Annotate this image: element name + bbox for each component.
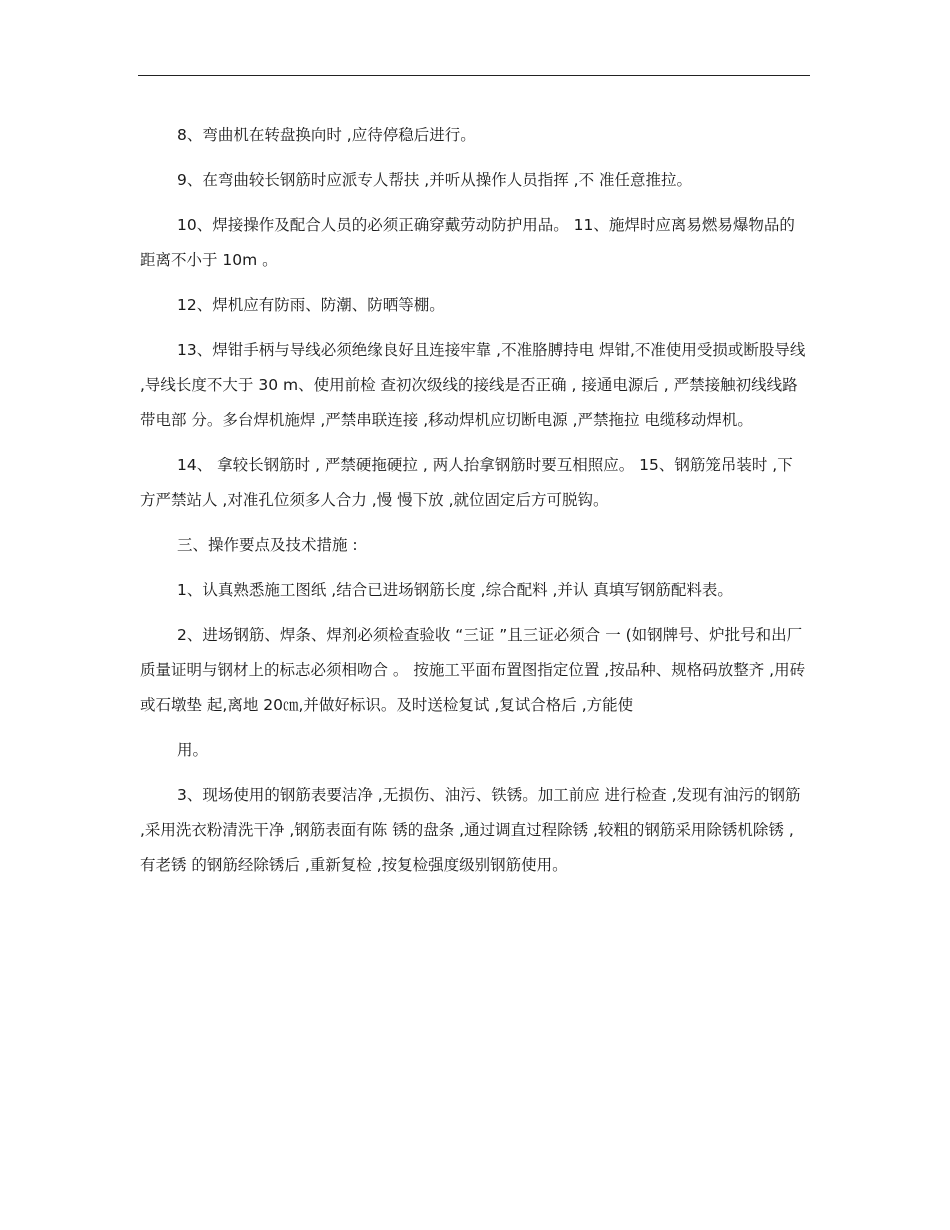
paragraph-step-1: 1、认真熟悉施工图纸 ,结合已进场钢筋长度 ,综合配料 ,并认 真填写钢筋配料表。 [177, 581, 733, 599]
paragraph-item-13: 13、焊钳手柄与导线必须绝缘良好且连接牢靠 ,不准胳膊持电 焊钳,不准使用受损或断股导线 ,导线长度不大于 30 m、使用前检 查初次级线的接线是否正确 , 接通电源后 , 严禁接触初线线路带电部 分。多台焊机施焊 ,严禁串联连接 ,移动焊机应切断电源 ,严禁拖拉 电缆移动焊机。 [140, 341, 806, 429]
paragraph-continuation: 用。 [177, 741, 209, 759]
paragraph-step-3: 3、现场使用的钢筋表要洁净 ,无损伤、油污、铁锈。加工前应 进行检查 ,发现有油污的钢筋 ,采用洗衣粉清洗干净 ,钢筋表面有陈 锈的盘条 ,通过调直过程除锈 ,较粗的钢筋采用除锈机除锈 ,有老锈 的钢筋经除锈后 ,重新复检 ,按复检强度级别钢筋使用。 [140, 786, 801, 874]
paragraph-item-9: 9、在弯曲较长钢筋时应派专人帮扶 ,并听从操作人员指挥 ,不 准任意推拉。 [177, 171, 692, 189]
header-rule [138, 75, 810, 76]
paragraph-item-8: 8、弯曲机在转盘换向时 ,应待停稳后进行。 [177, 126, 476, 144]
paragraph-item-14-15: 14、 拿较长钢筋时 , 严禁硬拖硬拉 , 两人抬拿钢筋时要互相照应。 15、钢筋笼吊装时 ,下方严禁站人 ,对准孔位须多人合力 ,慢 慢下放 ,就位固定后方可脱钩。 [140, 456, 793, 509]
section-heading: 三、操作要点及技术措施 : [177, 536, 358, 554]
document-body [140, 118, 808, 883]
paragraph-step-2: 2、进场钢筋、焊条、焊剂必须检查验收 “三证 ”且三证必须合 一 (如钢牌号、炉批号和出厂质量证明与钢材上的标志必须相吻合 。 按施工平面布置图指定位置 ,按品种、规格码放整齐 ,用砖或石墩垫 起,离地 20㎝,并做好标识。及时送检复试 ,复试合格后 ,方能使 [140, 626, 806, 714]
paragraph-item-10-11: 10、焊接操作及配合人员的必须正确穿戴劳动防护用品。 11、施焊时应离易燃易爆物品的距离不小于 10m 。 [140, 216, 795, 269]
paragraph-item-12: 12、焊机应有防雨、防潮、防晒等棚。 [177, 296, 445, 314]
